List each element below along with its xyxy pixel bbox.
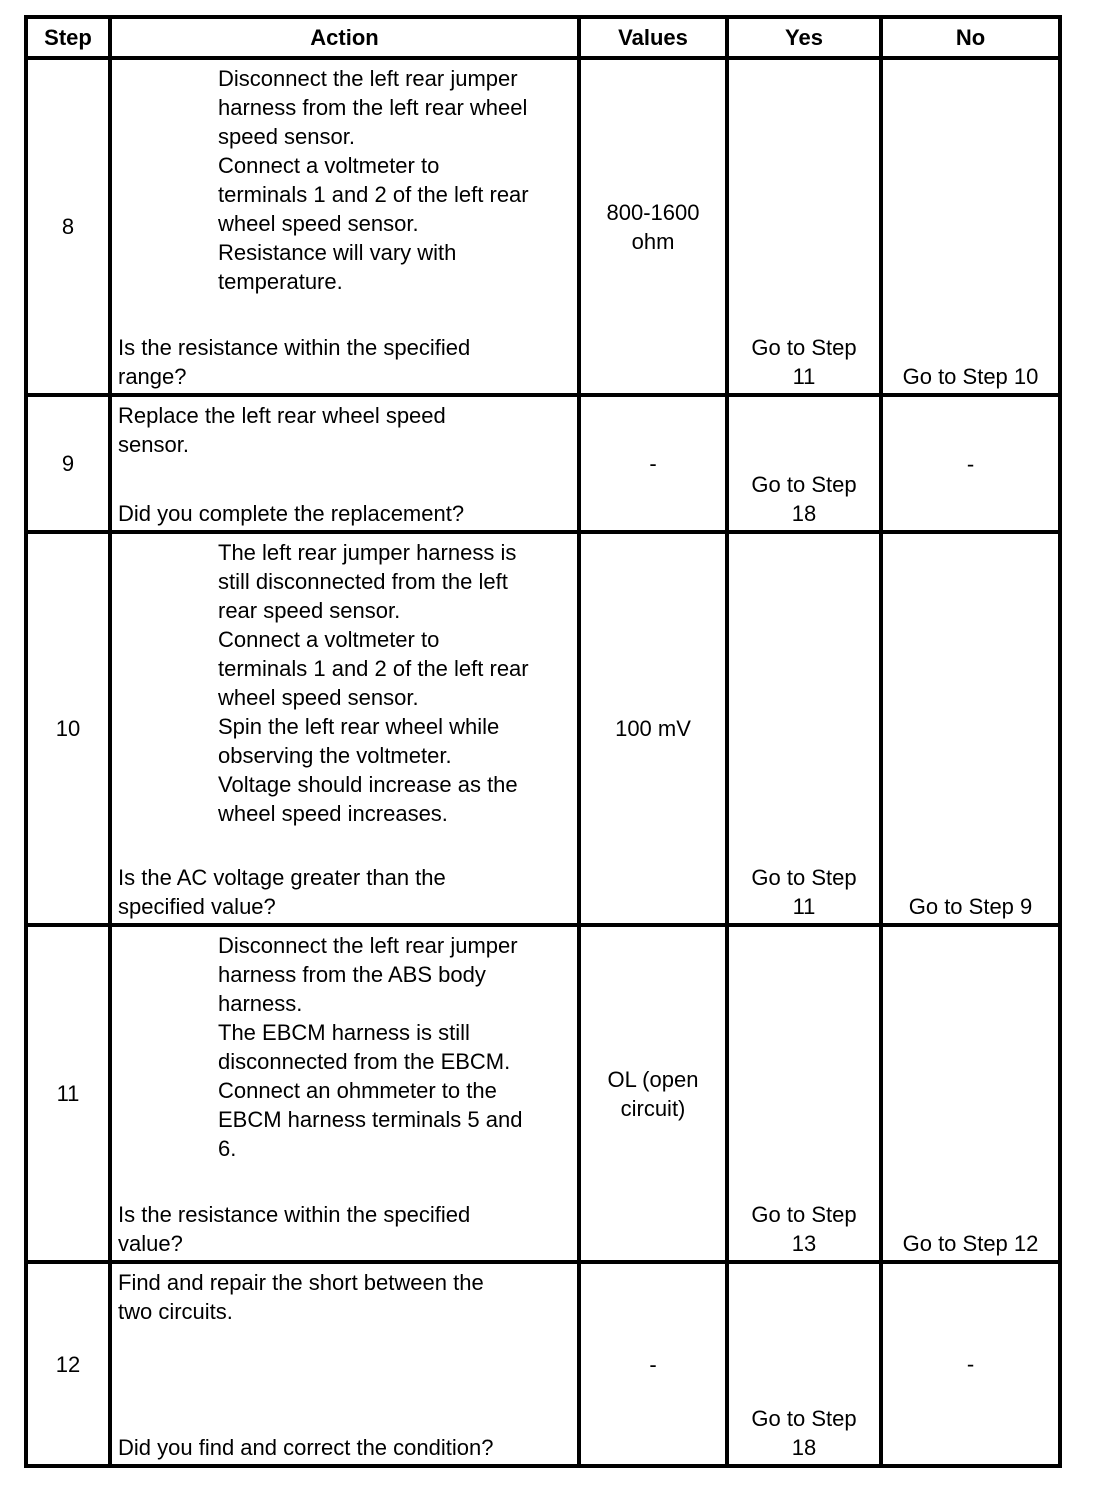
table-row-step-10 xyxy=(26,532,1060,925)
table-row-step-8 xyxy=(26,58,1060,395)
action-instructions xyxy=(118,538,571,828)
no-target xyxy=(883,892,1058,921)
action-question xyxy=(118,1433,571,1462)
diagnostic-table xyxy=(24,15,1062,1468)
yes-line: 11 xyxy=(792,364,816,389)
action-line: Spin the left rear wheel while xyxy=(218,714,500,739)
step-number: 12 xyxy=(26,1262,110,1466)
action-line: terminals 1 and 2 of the left rear xyxy=(218,656,529,681)
no-target: - xyxy=(966,1351,975,1377)
action-line: speed sensor. xyxy=(218,124,355,149)
action-cell xyxy=(110,1262,579,1466)
values-line: OL (open xyxy=(607,1066,699,1092)
action-line: harness. xyxy=(218,991,303,1016)
values-cell xyxy=(579,58,727,395)
no-target xyxy=(883,362,1058,391)
action-instructions xyxy=(118,401,571,459)
values-cell xyxy=(579,395,727,532)
values-cell xyxy=(579,532,727,925)
question-line: Did you complete the replacement? xyxy=(118,501,465,526)
action-instructions xyxy=(118,931,571,1163)
action-line: Disconnect the left rear jumper xyxy=(218,933,518,958)
yes-cell xyxy=(727,1262,881,1466)
table-row-step-11 xyxy=(26,925,1060,1262)
yes-cell xyxy=(727,532,881,925)
question-line: Did you find and correct the condition? xyxy=(118,1435,494,1460)
action-line: wheel speed increases. xyxy=(218,801,448,826)
action-question xyxy=(118,333,571,391)
question-line: Is the resistance within the specified xyxy=(118,335,471,360)
action-line: Voltage should increase as the xyxy=(218,772,518,797)
question-line: value? xyxy=(118,1231,183,1256)
header-no: No xyxy=(881,17,1060,58)
no-target: - xyxy=(966,451,975,476)
values-line: 800-1600 xyxy=(606,199,700,225)
step-number: 10 xyxy=(26,532,110,925)
action-line: sensor. xyxy=(118,432,189,457)
action-line: observing the voltmeter. xyxy=(218,743,452,768)
action-question xyxy=(118,1200,571,1258)
action-line: Disconnect the left rear jumper xyxy=(218,66,518,91)
action-line: terminals 1 and 2 of the left rear xyxy=(218,182,529,207)
yes-line: Go to Step xyxy=(751,335,857,360)
table-row-step-12 xyxy=(26,1262,1060,1466)
values-line: - xyxy=(649,451,657,476)
yes-line: Go to Step xyxy=(751,1406,857,1431)
values-line: ohm xyxy=(631,228,675,254)
action-cell xyxy=(110,58,579,395)
yes-line: 18 xyxy=(791,501,817,526)
header-action: Action xyxy=(110,17,579,58)
header-values: Values xyxy=(579,17,727,58)
yes-target xyxy=(729,1200,879,1258)
step-number: 11 xyxy=(26,925,110,1262)
step-number: 9 xyxy=(26,395,110,532)
yes-target xyxy=(729,1404,879,1462)
action-line: Replace the left rear wheel speed xyxy=(118,403,446,428)
action-instructions xyxy=(118,64,571,296)
yes-line: 18 xyxy=(791,1435,817,1460)
yes-cell xyxy=(727,395,881,532)
no-line: Go to Step 10 xyxy=(902,364,1039,389)
yes-target xyxy=(729,470,879,528)
values-line: circuit) xyxy=(620,1095,686,1121)
table-row-step-9 xyxy=(26,395,1060,532)
action-cell xyxy=(110,395,579,532)
action-question xyxy=(118,863,571,921)
action-line: still disconnected from the left xyxy=(218,569,508,594)
action-line: Connect an ohmmeter to the xyxy=(218,1078,497,1103)
action-line: harness from the left rear wheel xyxy=(218,95,528,120)
no-target xyxy=(883,1229,1058,1258)
values-line: - xyxy=(649,1351,657,1377)
question-line: Is the AC voltage greater than the xyxy=(118,865,446,890)
action-line: Connect a voltmeter to xyxy=(218,627,440,652)
no-cell xyxy=(881,58,1060,395)
question-line: Is the resistance within the specified xyxy=(118,1202,471,1227)
no-cell xyxy=(881,395,1060,532)
action-question xyxy=(118,499,571,528)
action-line: disconnected from the EBCM. xyxy=(218,1049,511,1074)
action-cell xyxy=(110,925,579,1262)
action-instructions xyxy=(118,1268,571,1326)
header-row xyxy=(26,17,1060,58)
action-line: wheel speed sensor. xyxy=(218,685,419,710)
values-cell xyxy=(579,1262,727,1466)
action-line: wheel speed sensor. xyxy=(218,211,419,236)
no-cell xyxy=(881,1262,1060,1466)
values-line: 100 mV xyxy=(615,716,691,741)
yes-target xyxy=(729,863,879,921)
action-cell xyxy=(110,532,579,925)
yes-line: Go to Step xyxy=(751,865,857,890)
action-line: harness from the ABS body xyxy=(218,962,486,987)
action-line: rear speed sensor. xyxy=(218,598,401,623)
yes-target xyxy=(729,333,879,391)
header-step: Step xyxy=(26,17,110,58)
action-line: EBCM harness terminals 5 and xyxy=(218,1107,523,1132)
yes-line: Go to Step xyxy=(751,1202,857,1227)
no-cell xyxy=(881,532,1060,925)
action-line: The left rear jumper harness is xyxy=(218,540,517,565)
action-line: The EBCM harness is still xyxy=(218,1020,470,1045)
no-cell xyxy=(881,925,1060,1262)
yes-line: 13 xyxy=(791,1231,817,1256)
question-line: range? xyxy=(118,364,187,389)
step-number: 8 xyxy=(26,58,110,395)
action-line: Resistance will vary with xyxy=(218,240,457,265)
action-line: Connect a voltmeter to xyxy=(218,153,440,178)
action-line: 6. xyxy=(218,1136,237,1161)
no-line: Go to Step 9 xyxy=(908,894,1033,919)
values-cell xyxy=(579,925,727,1262)
no-line: Go to Step 12 xyxy=(902,1231,1039,1256)
header-yes: Yes xyxy=(727,17,881,58)
action-line: temperature. xyxy=(218,269,343,294)
action-line: two circuits. xyxy=(118,1299,233,1324)
action-line: Find and repair the short between the xyxy=(118,1270,484,1295)
yes-cell xyxy=(727,58,881,395)
yes-line: Go to Step xyxy=(751,472,857,497)
yes-line: 11 xyxy=(792,894,816,919)
yes-cell xyxy=(727,925,881,1262)
question-line: specified value? xyxy=(118,894,276,919)
